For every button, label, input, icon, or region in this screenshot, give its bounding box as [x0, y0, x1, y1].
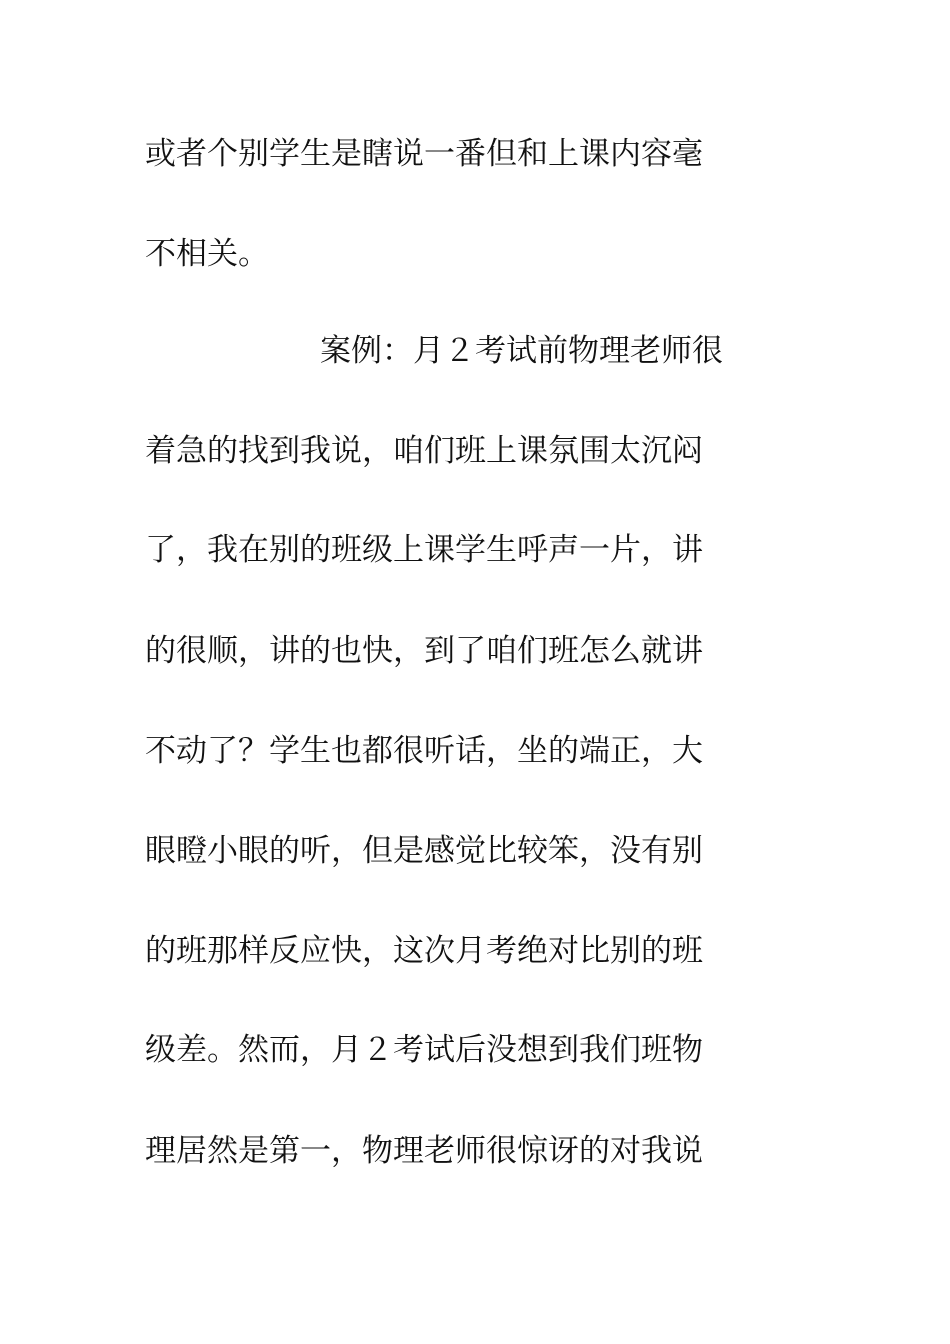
text-line: 了，我在别的班级上课学生呼声一片，讲 [145, 532, 703, 568]
text-line: 眼瞪小眼的听，但是感觉比较笨，没有别 [145, 833, 703, 869]
text-line: 的很顺，讲的也快，到了咱们班怎么就讲 [145, 633, 703, 669]
text-line: 不动了？学生也都很听话，坐的端正，大 [145, 733, 703, 769]
text-line: 不相关。 [145, 236, 269, 272]
text-line: 着急的找到我说，咱们班上课氛围太沉闷 [145, 433, 703, 469]
text-line: 的班那样反应快，这次月考绝对比别的班 [145, 933, 703, 969]
paragraph-first-line: 案例：月２考试前物理老师很 [320, 333, 723, 369]
text-line: 或者个别学生是瞎说一番但和上课内容毫 [145, 136, 703, 172]
text-line: 级差。然而，月２考试后没想到我们班物 [145, 1032, 703, 1068]
text-line: 理居然是第一，物理老师很惊讶的对我说 [145, 1133, 703, 1169]
